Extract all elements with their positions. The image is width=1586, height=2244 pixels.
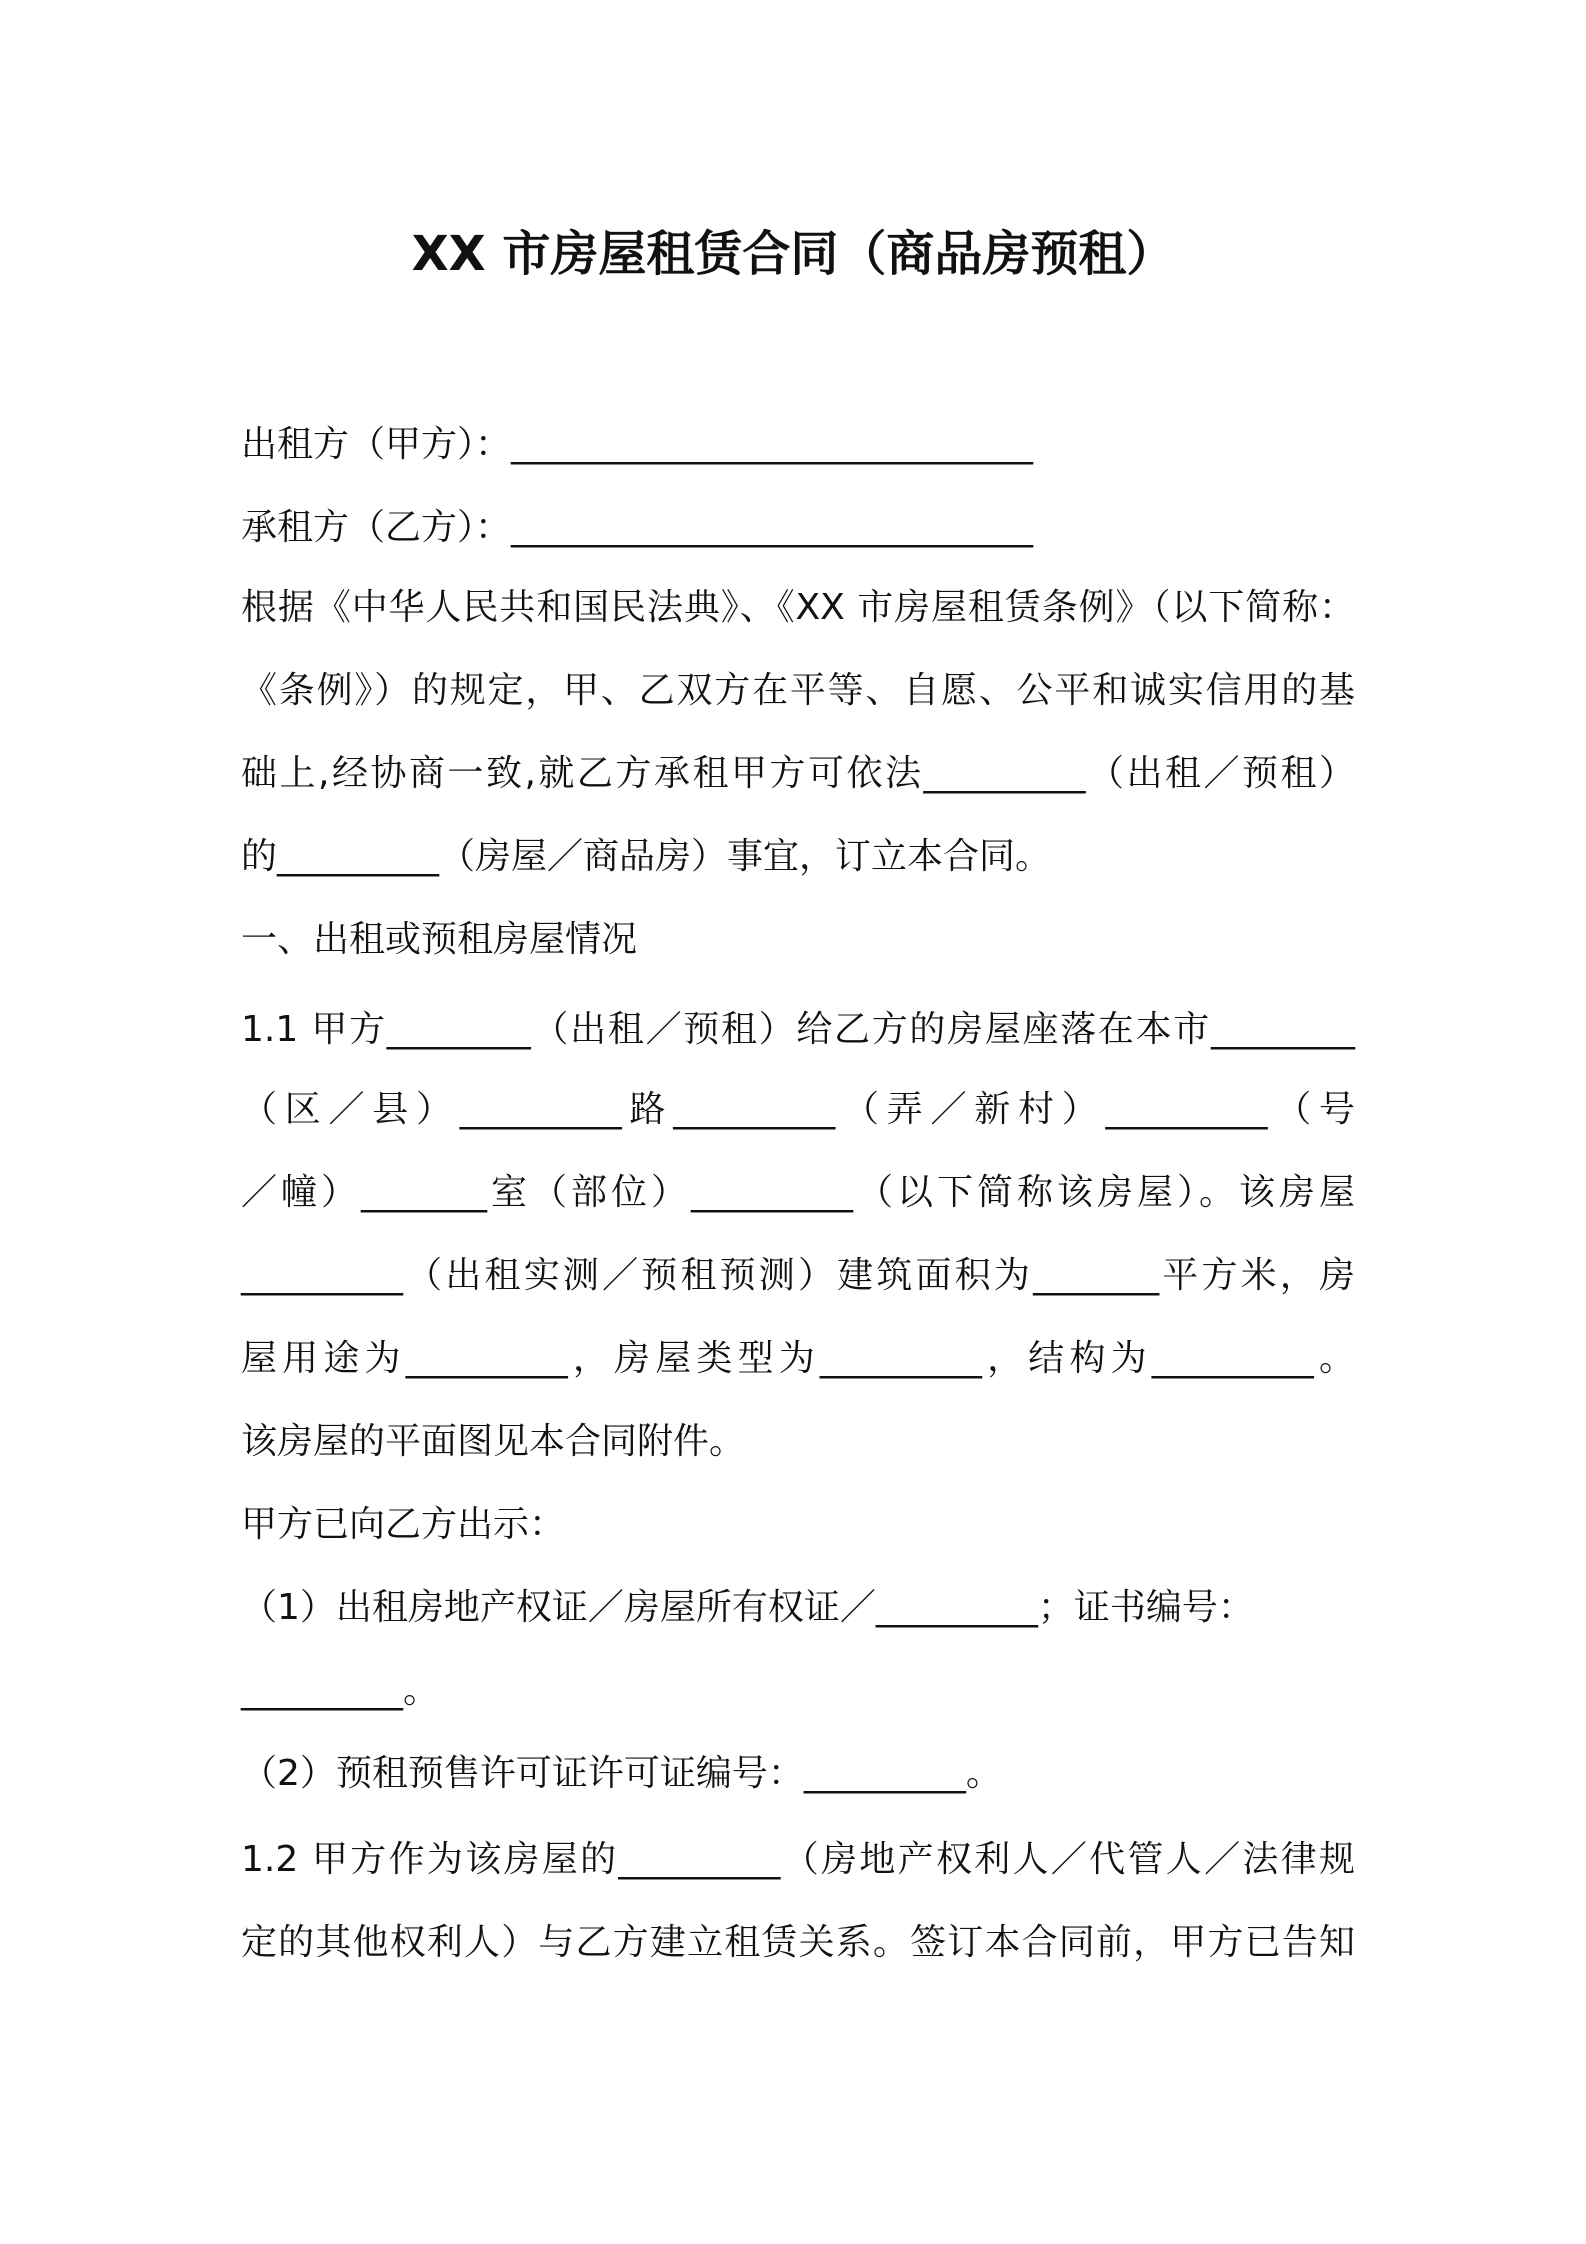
lessee-line: 承租方（乙方）：_____________________________ <box>241 507 1034 548</box>
clause-1-2-line-2: 定的其他权利人）与乙方建立租赁关系。签订本合同前，甲方已告知 <box>241 1922 1355 1963</box>
clause-1-1-line-3: ／幢）_______室（部位）_________（以下简称该房屋）。该房屋 <box>241 1172 1355 1213</box>
preamble-line-4: 的_________（房屋／商品房）事宜，订立本合同。 <box>241 836 1052 877</box>
document-title: XX 市房屋租赁合同（商品房预租） <box>411 226 1175 282</box>
clause-1-1-line-6: 该房屋的平面图见本合同附件。 <box>241 1421 746 1462</box>
preamble-line-3: 础上,经协商一致,就乙方承租甲方可依法_________（出租／预租） <box>241 753 1355 794</box>
shown-document-1: （1）出租房地产权证／房屋所有权证／_________；证书编号： <box>241 1587 1254 1628</box>
clause-1-1-line-4: _________（出租实测／预租预测）建筑面积为_______平方米，房 <box>241 1255 1355 1296</box>
lessor-line: 出租方（甲方）：_____________________________ <box>241 424 1034 465</box>
shown-document-1-number: _________。 <box>241 1670 440 1711</box>
shown-documents-intro: 甲方已向乙方出示： <box>241 1504 566 1545</box>
clause-1-1-line-1: 1.1 甲方________（出租／预租）给乙方的房屋座落在本市________ <box>241 1009 1355 1050</box>
section-heading-1: 一、出租或预租房屋情况 <box>241 919 638 960</box>
shown-document-2: （2）预租预售许可证许可证编号：_________。 <box>241 1753 1002 1794</box>
preamble-line-1: 根据《中华人民共和国民法典》、《XX 市房屋租赁条例》（以下简称： <box>241 587 1355 628</box>
preamble-line-2: 《条例》）的规定，甲、乙双方在平等、自愿、公平和诚实信用的基 <box>241 670 1355 711</box>
clause-1-2-line-1: 1.2 甲方作为该房屋的_________（房地产权利人／代管人／法律规 <box>241 1839 1355 1880</box>
clause-1-1-line-5: 屋用途为_________，房屋类型为_________，结构为_________。 <box>241 1338 1355 1379</box>
clause-1-1-line-2: （区／县）_________路_________（弄／新村）_________（号 <box>241 1089 1355 1130</box>
